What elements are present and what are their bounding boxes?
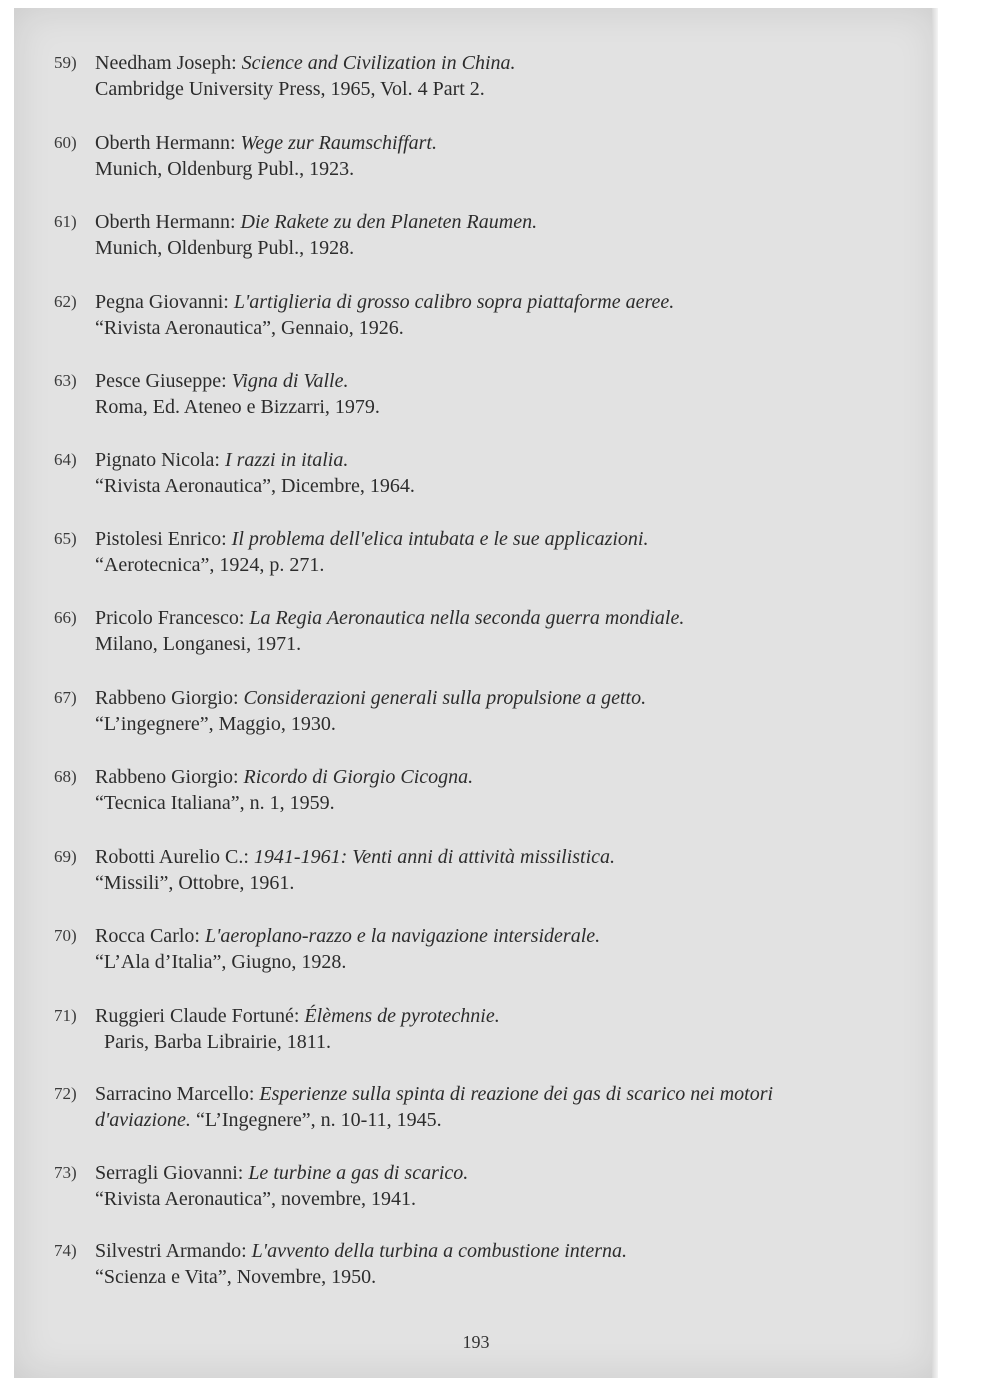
reference-number: 66) <box>54 608 77 627</box>
reference-author: Serragli Giovanni: <box>95 1162 249 1184</box>
reference-author: Pesce Giuseppe: <box>95 370 232 392</box>
reference-title: Considerazioni generali sulla propulsione a getto. <box>243 687 647 709</box>
page-number: 193 <box>462 1332 490 1352</box>
reference-source: “Rivista Aeronautica”, Gennaio, 1926. <box>95 317 404 339</box>
reference-author: Silvestri Armando: <box>95 1240 252 1262</box>
reference-item <box>54 923 914 975</box>
reference-author: Oberth Hermann: <box>95 132 241 154</box>
reference-number: 68) <box>54 767 77 786</box>
reference-author: Rocca Carlo: <box>95 925 205 947</box>
reference-source: “Tecnica Italiana”, n. 1, 1959. <box>95 792 335 814</box>
reference-title: La Regia Aeronautica nella seconda guerra mondiale. <box>249 607 685 629</box>
reference-source: “Aerotecnica”, 1924, p. 271. <box>95 554 325 576</box>
reference-source: Cambridge University Press, 1965, Vol. 4 Part 2. <box>95 78 485 100</box>
reference-title-continued: d'aviazione. <box>95 1109 191 1131</box>
reference-author: Robotti Aurelio C.: <box>95 846 254 868</box>
reference-source: Munich, Oldenburg Publ., 1923. <box>95 158 355 180</box>
reference-title: Die Rakete zu den Planeten Raumen. <box>240 211 538 233</box>
reference-source: Munich, Oldenburg Publ., 1928. <box>95 237 355 259</box>
reference-source: “L’ingegnere”, Maggio, 1930. <box>95 713 336 735</box>
reference-number: 65) <box>54 529 77 548</box>
reference-item <box>54 50 914 102</box>
reference-number: 61) <box>54 212 77 231</box>
reference-source: “Rivista Aeronautica”, Dicembre, 1964. <box>95 475 415 497</box>
reference-title: Élèmens de pyrotechnie. <box>304 1005 500 1027</box>
reference-title: Esperienze sulla spinta di reazione dei gas di scarico nei motori <box>259 1083 774 1105</box>
reference-author: Pignato Nicola: <box>95 449 225 471</box>
reference-title: L'avvento della turbina a combustione interna. <box>251 1240 628 1262</box>
reference-title: Science and Civilization in China. <box>241 52 516 74</box>
reference-item <box>54 1160 914 1212</box>
reference-number: 60) <box>54 133 77 152</box>
reference-number: 70) <box>54 926 77 945</box>
reference-number: 63) <box>54 371 77 390</box>
reference-author: Ruggieri Claude Fortuné: <box>95 1005 305 1027</box>
reference-title: Le turbine a gas di scarico. <box>248 1162 469 1184</box>
reference-source: “Missili”, Ottobre, 1961. <box>95 872 295 894</box>
reference-author: Pricolo Francesco: <box>95 607 250 629</box>
reference-title: I razzi in italia. <box>224 449 349 471</box>
reference-source: “L’Ala d’Italia”, Giugno, 1928. <box>95 951 347 973</box>
reference-source: “L’Ingegnere”, n. 10-11, 1945. <box>190 1109 442 1131</box>
reference-item <box>54 368 914 420</box>
reference-number: 71) <box>54 1006 77 1025</box>
reference-author: Pistolesi Enrico: <box>95 528 232 550</box>
reference-author: Pegna Giovanni: <box>95 291 234 313</box>
reference-title-tail: : Venti anni di attività missilistica. <box>340 846 616 868</box>
reference-list <box>14 8 938 1378</box>
reference-title: Il problema dell'elica intubata e le sue applicazioni. <box>231 528 649 550</box>
scanned-page <box>14 8 938 1378</box>
reference-author: Sarracino Marcello: <box>95 1083 260 1105</box>
reference-author: Needham Joseph: <box>95 52 242 74</box>
reference-item <box>54 605 914 657</box>
reference-item <box>54 209 914 261</box>
reference-number: 74) <box>54 1241 77 1260</box>
reference-title: Ricordo di Giorgio Cicogna. <box>243 766 474 788</box>
reference-number: 73) <box>54 1163 77 1182</box>
reference-author: Rabbeno Giorgio: <box>95 687 244 709</box>
reference-item <box>54 844 914 896</box>
reference-item <box>54 447 914 499</box>
reference-source: “Rivista Aeronautica”, novembre, 1941. <box>95 1188 417 1210</box>
reference-item <box>54 526 914 578</box>
reference-item <box>54 289 914 341</box>
reference-item <box>54 764 914 816</box>
reference-number: 59) <box>54 53 77 72</box>
reference-title: 1941-1961 <box>253 846 341 868</box>
reference-number: 67) <box>54 688 77 707</box>
reference-author: Rabbeno Giorgio: <box>95 766 244 788</box>
reference-item <box>54 1003 914 1055</box>
reference-item <box>54 1081 914 1133</box>
reference-title: L'aeroplano-razzo e la navigazione intersiderale. <box>204 925 601 947</box>
reference-source: “Scienza e Vita”, Novembre, 1950. <box>95 1266 377 1288</box>
reference-number: 69) <box>54 847 77 866</box>
reference-source: Roma, Ed. Ateneo e Bizzarri, 1979. <box>95 396 380 418</box>
reference-title: Vigna di Valle. <box>231 370 349 392</box>
reference-number: 72) <box>54 1084 77 1103</box>
reference-author: Oberth Hermann: <box>95 211 241 233</box>
reference-item <box>54 130 914 182</box>
reference-source: Paris, Barba Librairie, 1811. <box>104 1031 331 1053</box>
reference-title: L'artiglieria di grosso calibro sopra piattaforme aeree. <box>233 291 675 313</box>
reference-item <box>54 685 914 737</box>
reference-title: Wege zur Raumschiffart. <box>240 132 437 154</box>
reference-item <box>54 1238 914 1290</box>
reference-number: 62) <box>54 292 77 311</box>
reference-source: Milano, Longanesi, 1971. <box>95 633 302 655</box>
reference-number: 64) <box>54 450 77 469</box>
